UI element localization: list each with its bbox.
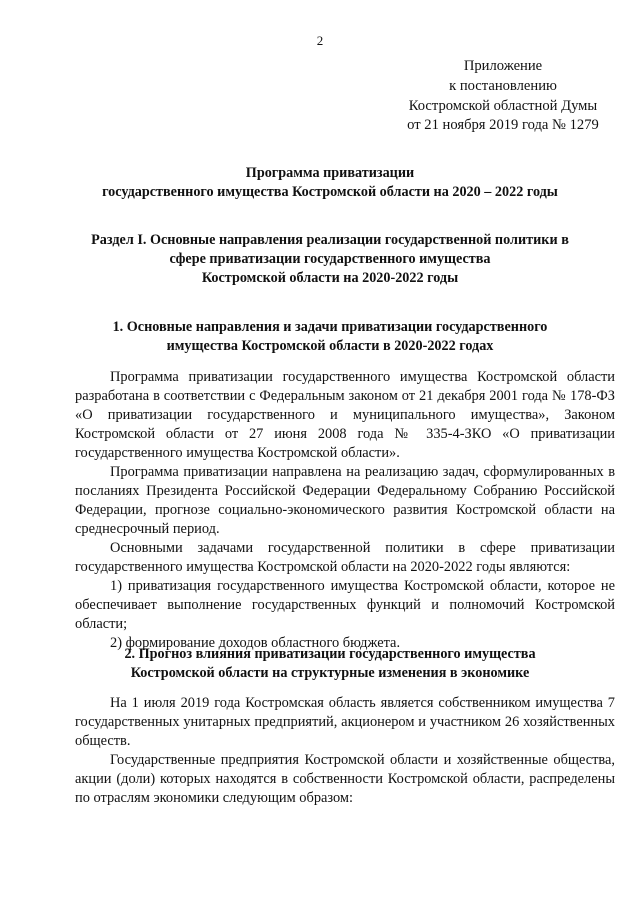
list-item: 1) приватизация государственного имущества Костромской области, которое не обеспечивает выполнение государственных функций и полномочий Костромской области;	[75, 578, 615, 632]
appendix-line: Костромской областной Думы	[408, 97, 598, 114]
paragraph: Основными задачами государственной политики в сфере приватизации государственного имущества Костромской области на 2020-2022 годы являются:	[75, 540, 615, 575]
program-title	[60, 164, 600, 202]
list-item: 2) формирование доходов областного бюджета.	[110, 635, 401, 651]
page-number: 2	[316, 33, 324, 48]
title-line: государственного имущества Костромской области на 2020 – 2022 годы	[102, 184, 558, 200]
appendix-line: от 21 ноября 2019 года № 1279	[407, 117, 599, 134]
section-heading-line: Раздел I. Основные направления реализации государственной политики в	[91, 232, 569, 248]
chapter-heading-line: 2. Прогноз влияния приватизации государственного имущества	[124, 646, 536, 662]
appendix-block	[393, 57, 613, 136]
chapter-2-heading	[60, 645, 600, 683]
section-heading-line: Костромской области на 2020-2022 годы	[201, 270, 459, 286]
paragraph: На 1 июля 2019 года Костромская область является собственником имущества 7 государственных унитарных предприятий, акционером и участником 26 хозяйственных обществ.	[75, 695, 615, 749]
section-heading	[60, 231, 600, 288]
paragraph: Государственные предприятия Костромской области и хозяйственные общества, акции (доли) которых находятся в собственности Костромской области, распределены по отраслям экономики следующим образом:	[75, 752, 615, 806]
chapter-heading-line: 1. Основные направления и задачи приватизации государственного	[112, 319, 548, 335]
chapter-1-body	[75, 368, 615, 653]
appendix-line: к постановлению	[449, 77, 557, 94]
paragraph: Программа приватизации государственного имущества Костромской области разработана в соответствии с Федеральным законом от 21 декабря 2001 года № 178-ФЗ «О приватизации государственного и муниципального имущества», Законом Костромской области от 27 июня 2008 года № 335-4-ЗКО «О приватизации государственного имущества Костромской области».	[75, 369, 615, 461]
section-heading-line: сфере приватизации государственного имущества	[169, 251, 491, 267]
title-line: Программа приватизации	[245, 165, 415, 181]
chapter-2-body	[75, 694, 615, 808]
chapter-heading-line: Костромской области на структурные изменения в экономике	[130, 665, 530, 681]
appendix-line: Приложение	[463, 58, 543, 74]
chapter-1-heading	[60, 318, 600, 356]
paragraph: Программа приватизации направлена на реализацию задач, сформулированных в посланиях Президента Российской Федерации Федеральному Собранию Российской Федерации, прогнозе социально-экономического развития Костромской области на среднесрочный период.	[75, 464, 615, 537]
chapter-heading-line: имущества Костромской области в 2020-2022 годах	[166, 338, 494, 354]
